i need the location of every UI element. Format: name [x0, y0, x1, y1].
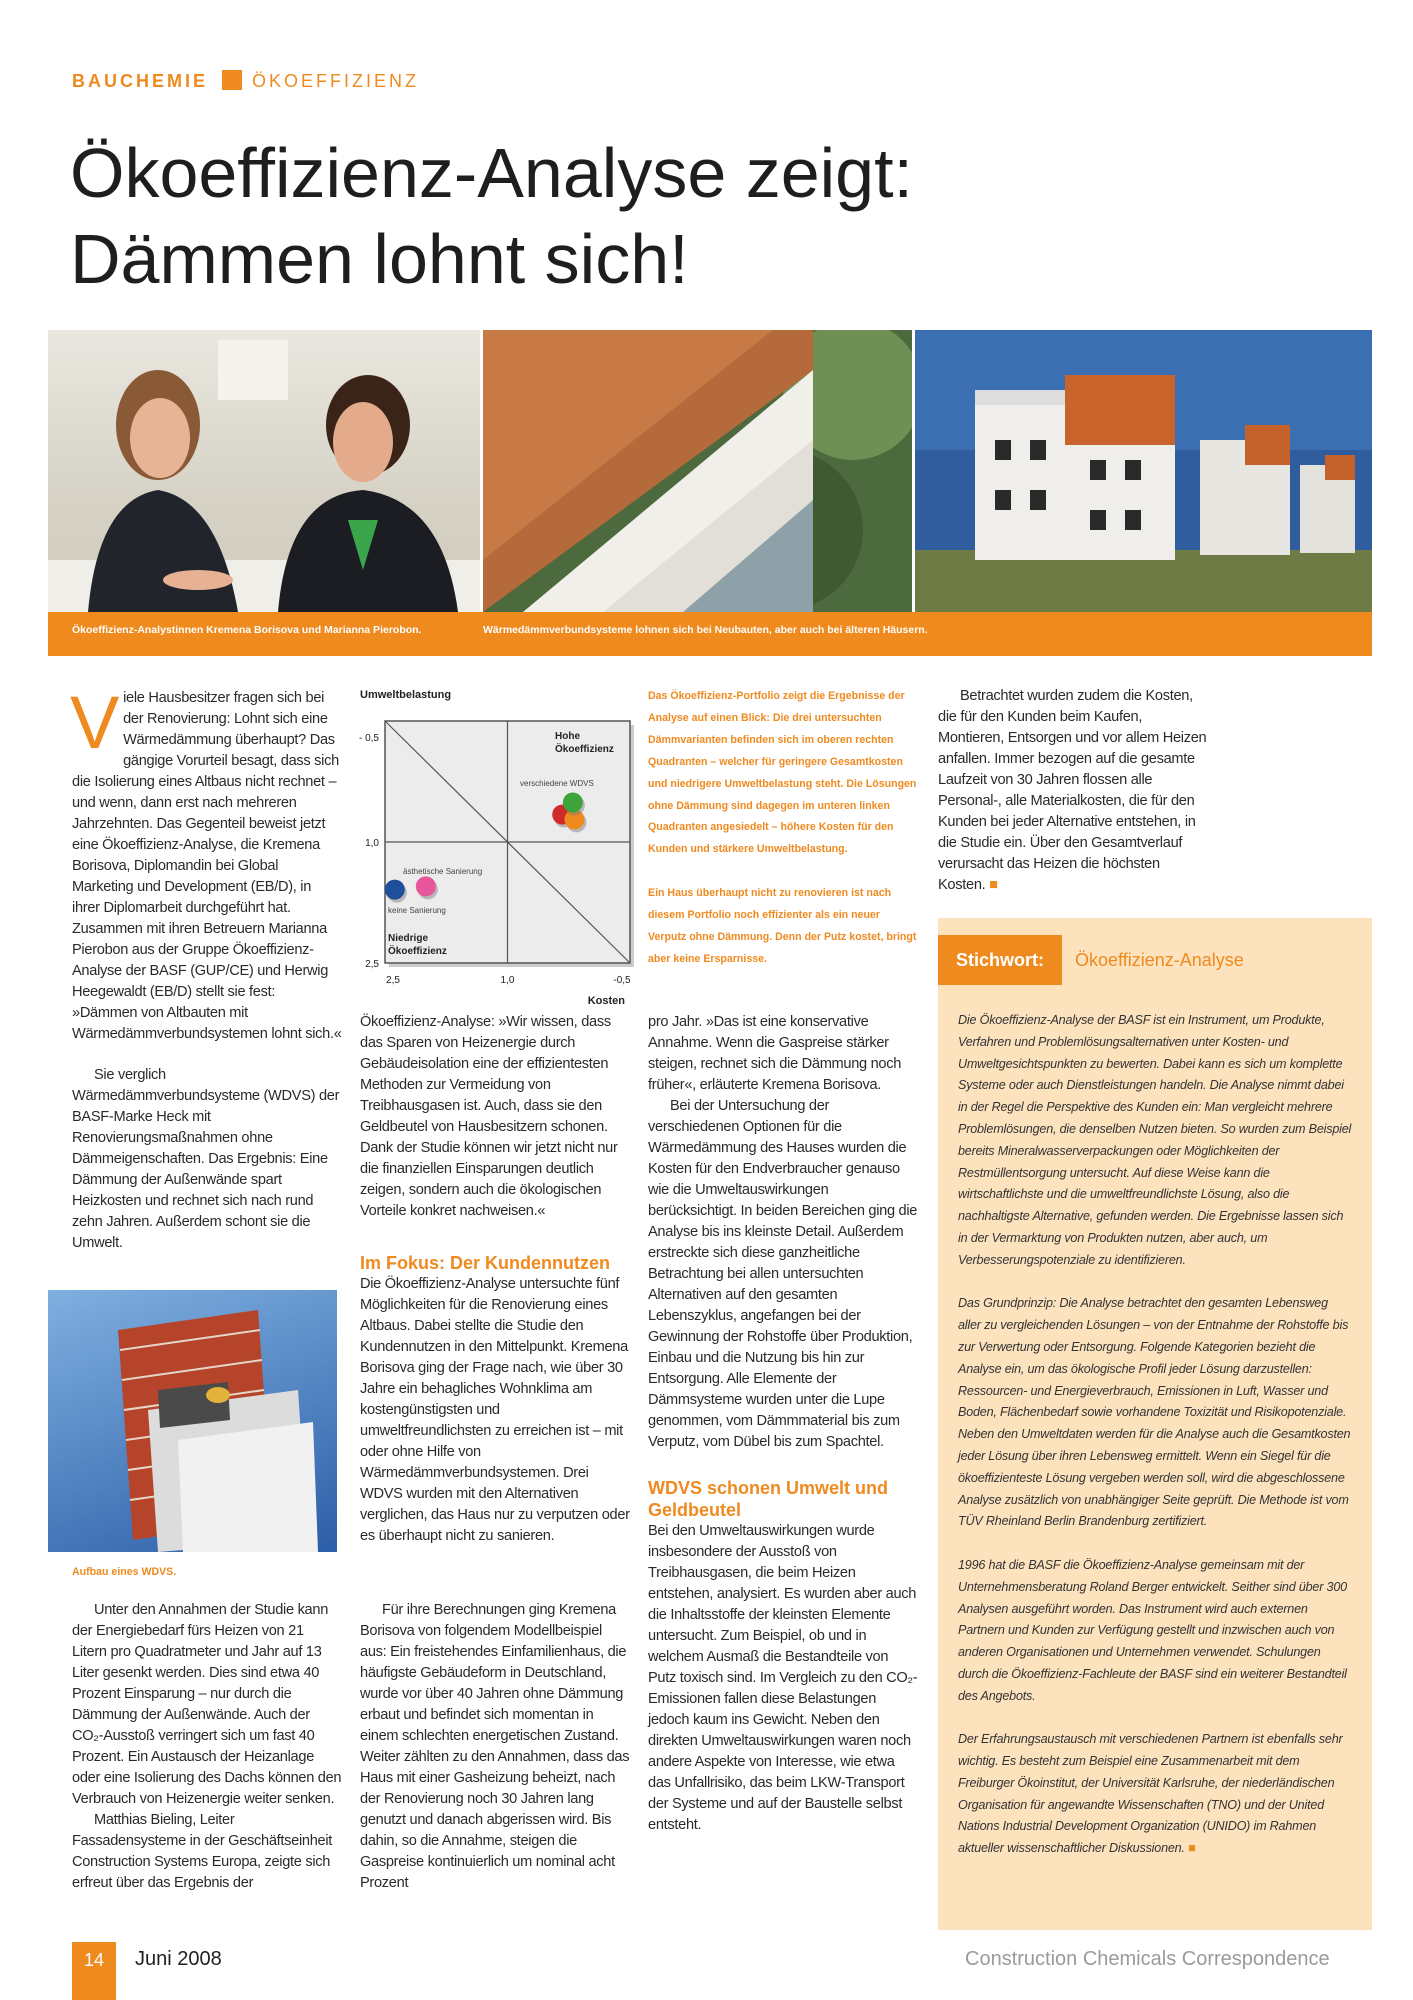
y-tick-label: 2,5 — [365, 959, 379, 970]
x-axis-label: Kosten — [587, 995, 625, 1007]
drop-cap: V — [70, 681, 120, 764]
y-axis-label: Umweltbelastung — [360, 689, 452, 701]
chart-caption-paragraph: Ein Haus überhaupt nicht zu renovieren ist nach diesem Portfolio noch effizienter als ein neuer Verputz ohne Dämmung. Denn der Putz kostet, bringt aber keine Ersparnisse. — [648, 887, 917, 965]
x-tick-label: -0,5 — [613, 975, 631, 986]
sidebar-paragraph: Der Erfahrungsaustausch mit verschiedenen Partnern ist ebenfalls sehr wichtig. Es besteht zum Beispiel eine Zusammenarbeit mit dem Freiburger Ökoinstitut, der Universität Karlsruhe, der niederländischen Organisation für angewandte Wissenschaften (TNO) und der United Nations Industrial Development Organization (UNIDO) im Rahmen aktueller wissenschaftlicher Diskussionen. — [958, 1732, 1343, 1856]
article-title — [70, 130, 913, 302]
intro-paragraph: iele Hausbesitzer fragen sich bei der Renovierung: Lohnt sich eine Wärmedämmung überhaupt? Das gängige Vorurteil besagt, dass sich die Isolierung eines Altbaus nicht rechnet – und wenn, dann erst nach mehreren Jahrzehnten. Das Gegenteil beweist jetzt eine Ökoeffizienz-Analyse, die Kremena Borisova, Diplomandin bei Global Marketing und Development (EB/D), in ihrer Diplomarbeit durchgeführt hat. Zusammen mit ihren Betreuern Marianna Pierobon aus der Gruppe Ökoeffizienz-Analyse der BASF (GUP/CE) und Herwig Heegewaldt (EB/D) stellt sie fest: »Dämmen von Altbauten mit Wärmedämmverbundsystemen lohnt sich.« — [72, 690, 342, 1042]
column-3 — [648, 1012, 918, 1836]
photo-caption-1: Ökoeffizienz-Analystinnen Kremena Borisova und Marianna Pierobon. — [72, 624, 422, 636]
paragraph: Bei den Umweltauswirkungen wurde insbesondere der Ausstoß von Treibhausgasen, die beim Heizen entstehen, analysiert. Es wurden aber auch die Inhaltsstoffe der kleinsten Elemente untersucht. Zum Beispiel, ob und in welchem Ausmaß die Bestandteile von Putz toxisch sind. Im Vergleich zu den CO₂-Emissionen fallen diese Belastungen jedoch kaum ins Gewicht. Neben den direkten Umweltauswirkungen waren noch andere Aspekte von Interesse, wie etwa das Unfallrisiko, das beim LKW-Transport der Systeme und auf der Baustelle selbst entsteht. — [648, 1523, 918, 1833]
paragraph: Bei der Untersuchung der verschiedenen Optionen für die Wärmedämmung des Hauses wurden die Kosten für den Endverbraucher genauso wie die Umweltauswirkungen berücksichtigt. In beiden Bereichen ging die Analyse bis ins kleinste Detail. Außerdem erstreckte sich diese ganzheitliche Betrachtung bei allen untersuchten Alternativen auf den gesamten Lebenszyklus, angefangen bei der Gewinnung der Rohstoffe über Produktion, Einbau und die Nutzung bis hin zur Entsorgung. Alle Elemente der Dämmsysteme wurden unter die Lupe genommen, vom Dämmmaterial bis zum Verputz, vom Dübel bis zum Spachtel. — [648, 1098, 918, 1450]
column-1-top — [70, 681, 342, 1254]
column-2-bottom — [360, 1600, 630, 1894]
issue-date: Juni 2008 — [135, 1948, 222, 1970]
quadrant-label-low: Niedrige — [388, 933, 429, 944]
column-4 — [938, 686, 1210, 896]
section-heading: WDVS schonen Umwelt und Geldbeutel — [648, 1478, 889, 1520]
point-label-wdvs: verschiedene WDVS — [520, 779, 594, 788]
y-tick-label: 1,0 — [365, 838, 379, 849]
data-point — [563, 792, 583, 812]
section-heading: Im Fokus: Der Kundennutzen — [360, 1253, 611, 1273]
point-label-aesthetic: ästhetische Sanierung — [403, 867, 483, 876]
chart-svg — [355, 686, 640, 1016]
image-caption: Aufbau eines WDVS. — [72, 1566, 177, 1578]
quadrant-label-low: Ökoeffizienz — [388, 946, 447, 957]
data-point — [416, 876, 436, 896]
sidebar-paragraph: Die Ökoeffizienz-Analyse der BASF ist ein Instrument, um Produkte, Verfahren und Problemlösungsalternativen unter Kosten- und Umweltgesichtspunkten zu bewerten. Dabei kann es sich um komplette Systeme oder auch Dienstleistungen handeln. Die Analyse nimmt dabei in der Regel die Perspektive des Kunden ein: Man vergleicht mehrere Problemlösungen, die denselben Nutzen bieten. So wurden zum Beispiel bereits Mineralwasserverpackungen oder Möglichkeiten der Restmüllentsorgung untersucht. Auf diese Weise kann die wirtschaftlichste und die umweltfreundlichste Lösung, also die nachhaltigste Alternative, gefunden werden. Die Ergebnisse lassen sich in der Vermarktung von Produkten nutzen, aber auch, um Verbesserungspotenziale zu identifizieren. — [958, 1013, 1352, 1267]
paragraph: pro Jahr. »Das ist eine konservative Annahme. Wenn die Gaspreise stärker steigen, rechnet sich die Dämmung noch früher«, erläuterte Kremena Borisova. — [648, 1014, 902, 1093]
column-2 — [360, 1012, 630, 1547]
chart-caption — [648, 686, 918, 971]
paragraph: Matthias Bieling, Leiter Fassadensysteme in der Geschäftseinheit Construction Systems Europa, zeigte sich erfreut über das Ergebnis der — [72, 1812, 333, 1891]
wdvs-diagram-image — [48, 1290, 337, 1552]
sidebar-title: Ökoeffizienz-Analyse — [1075, 950, 1244, 970]
paragraph: Betrachtet wurden zudem die Kosten, die für den Kunden beim Kaufen, Montieren, Entsorgen und vor allem Heizen anfallen. Immer bezogen auf die gesamte Laufzeit von 30 Jahren flossen alle Personal-, alle Materialkosten, die für den Kunden bei jeder Alternative entstehen, in die Studie ein. Über den Gesamtverlauf verursacht das Heizen die höchsten Kosten. — [938, 688, 1207, 893]
quadrant-label-high: Ökoeffizienz — [555, 744, 614, 755]
paragraph: Ökoeffizienz-Analyse: »Wir wissen, dass das Sparen von Heizenergie durch Gebäudeisolation eine der effizientesten Methoden zur Vermeidung von Treibhausgasen ist. Auch, dass sie den Geldbeutel von Hausbesitzern schonen. Dank der Studie können wir jetzt nicht nur die finanziellen Einsparungen deutlich zeigen, sondern auch die ökologischen Vorteile konkret nachweisen.« — [360, 1014, 618, 1219]
end-mark-icon: ■ — [989, 877, 998, 893]
y-tick-label: - 0,5 — [358, 733, 379, 744]
subsection-label: ÖKOEFFIZIENZ — [252, 71, 420, 91]
paragraph: Unter den Annahmen der Studie kann der Energiebedarf fürs Heizen von 21 Litern pro Quadratmeter und Jahr auf 13 Liter gesenkt werden. Dies sind etwa 40 Prozent Einsparung – nur durch die Dämmung der Außenwände. Auch der CO₂-Ausstoß verringert sich um fast 40 Prozent. Ein Austausch der Heizanlage oder eine Isolierung des Dachs können den Verbrauch von Heizenergie weiter senken. — [72, 1602, 342, 1807]
section-label: BAUCHEMIE — [72, 71, 209, 91]
photo-houses — [915, 330, 1372, 612]
column-1-bottom — [72, 1600, 342, 1894]
chart-caption-paragraph: Das Ökoeffizienz-Portfolio zeigt die Ergebnisse der Analyse auf einen Blick: Die drei untersuchten Dämmvarianten befinden sich im oberen rechten Quadranten – welcher für geringere Gesamtkosten und niedrigere Umweltbelastung steht. Die Lösungen ohne Dämmung sind dagegen im unteren linken Quadranten angesiedelt – höhere Kosten für den Kunden und stärkere Umweltbelastung. — [648, 690, 917, 856]
paragraph: Sie verglich Wärmedämmverbundsysteme (WDVS) der BASF-Marke Heck mit Renovierungsmaßnahmen ohne Dämmeigenschaften. Das Ergebnis: Eine Dämmung der Außenwände spart Heizkosten und rechnet sich nach rund zehn Jahren. Außerdem schont sie die Umwelt. — [72, 1067, 340, 1251]
end-mark-icon: ■ — [1188, 1841, 1196, 1856]
eco-efficiency-chart — [355, 686, 640, 1021]
sidebar-paragraph: 1996 hat die BASF die Ökoeffizienz-Analyse gemeinsam mit der Unternehmensberatung Roland Berger entwickelt. Seither sind über 300 Analysen ausgeführt worden. Das Instrument wird auch externen Partnern und Kunden zur Verfügung gestellt und inzwischen auch von anderen Organisationen und Unternehmen verwendet. Schulungen durch die Ökoeffizienz-Fachleute der BASF sind ein weiterer Bestandteil des Angebots. — [958, 1557, 1347, 1703]
title-line-1: Ökoeffizienz-Analyse zeigt: — [70, 134, 914, 212]
photo-caption-2: Wärmedämmverbundsysteme lohnen sich bei Neubauten, aber auch bei älteren Häusern. — [483, 624, 928, 636]
photo-facade — [483, 330, 912, 612]
point-label-none: keine Sanierung — [388, 906, 446, 915]
title-line-2: Dämmen lohnt sich! — [70, 220, 689, 298]
publication-name: Construction Chemicals Correspondence — [965, 1948, 1330, 1970]
quadrant-label-high: Hohe — [555, 731, 580, 742]
data-point — [385, 880, 405, 900]
x-tick-label: 2,5 — [386, 975, 400, 986]
photo-analysts — [48, 330, 480, 612]
x-tick-label: 1,0 — [500, 975, 515, 986]
paragraph: Für ihre Berechnungen ging Kremena Borisova von folgendem Modellbeispiel aus: Ein freistehendes Einfamilienhaus, die häufigste Gebäudeform in Deutschland, wurde vor über 40 Jahren ohne Dämmung erbaut und befindet sich momentan in einem schlechten energetischen Zustand. Weiter zählten zu den Annahmen, dass das Haus mit einer Gasheizung beheizt, nach der Renovierung noch 30 Jahren lang genutzt und danach abgerissen wird. Bis dahin, so die Annahme, steigen die Gaspreise kontinuierlich um nominal acht Prozent — [360, 1602, 630, 1891]
sidebar-text — [958, 1010, 1353, 1882]
sidebar-paragraph: Das Grundprinzip: Die Analyse betrachtet den gesamten Lebensweg aller zu vergleichenden Lösungen – von der Entnahme der Rohstoffe bis zur Verwertung oder Entsorgung. Folgende Kategorien bezieht die Analyse ein, um das ökologische Profil jeder Lösung darzustellen: Ressourcen- und Energieverbrauch, Emissionen in Luft, Wasser und Boden, Flächenbedarf sowie vorhandene Toxizität und Risikopotenziale. Neben den Umweltdaten werden für die Analyse auch die Gesamtkosten jeder Lösung über ihren Lebensweg ermittelt. Wenn ein Siegel für die ökoeffizienteste Lösung vergeben werden soll, wird die abgeschlossene Analyse zusätzlich von unabhängiger Seite geprüft. Die Methode ist vom TÜV Rheinland Berlin Brandenburg zertifiziert. — [958, 1296, 1351, 1529]
sidebar-label: Stichwort: — [938, 935, 1062, 985]
separator-square — [222, 70, 242, 90]
section-kicker — [72, 70, 419, 92]
paragraph: Die Ökoeffizienz-Analyse untersuchte fünf Möglichkeiten für die Renovierung eines Altbaus. Dabei stellte die Studie den Kundennutzen in den Mittelpunkt. Kremena Borisova ging der Frage nach, wie über 30 Jahre ein behagliches Wohnklima am kostengünstigsten und umweltfreundlichsten zu erreichen ist – mit oder ohne Hilfe von Wärmedämmverbundsystemen. Drei WDVS wurden mit den Alternativen verglichen, das Haus nur zu verputzen oder es überhaupt nicht zu sanieren. — [360, 1276, 630, 1544]
page-number: 14 — [72, 1942, 116, 2000]
